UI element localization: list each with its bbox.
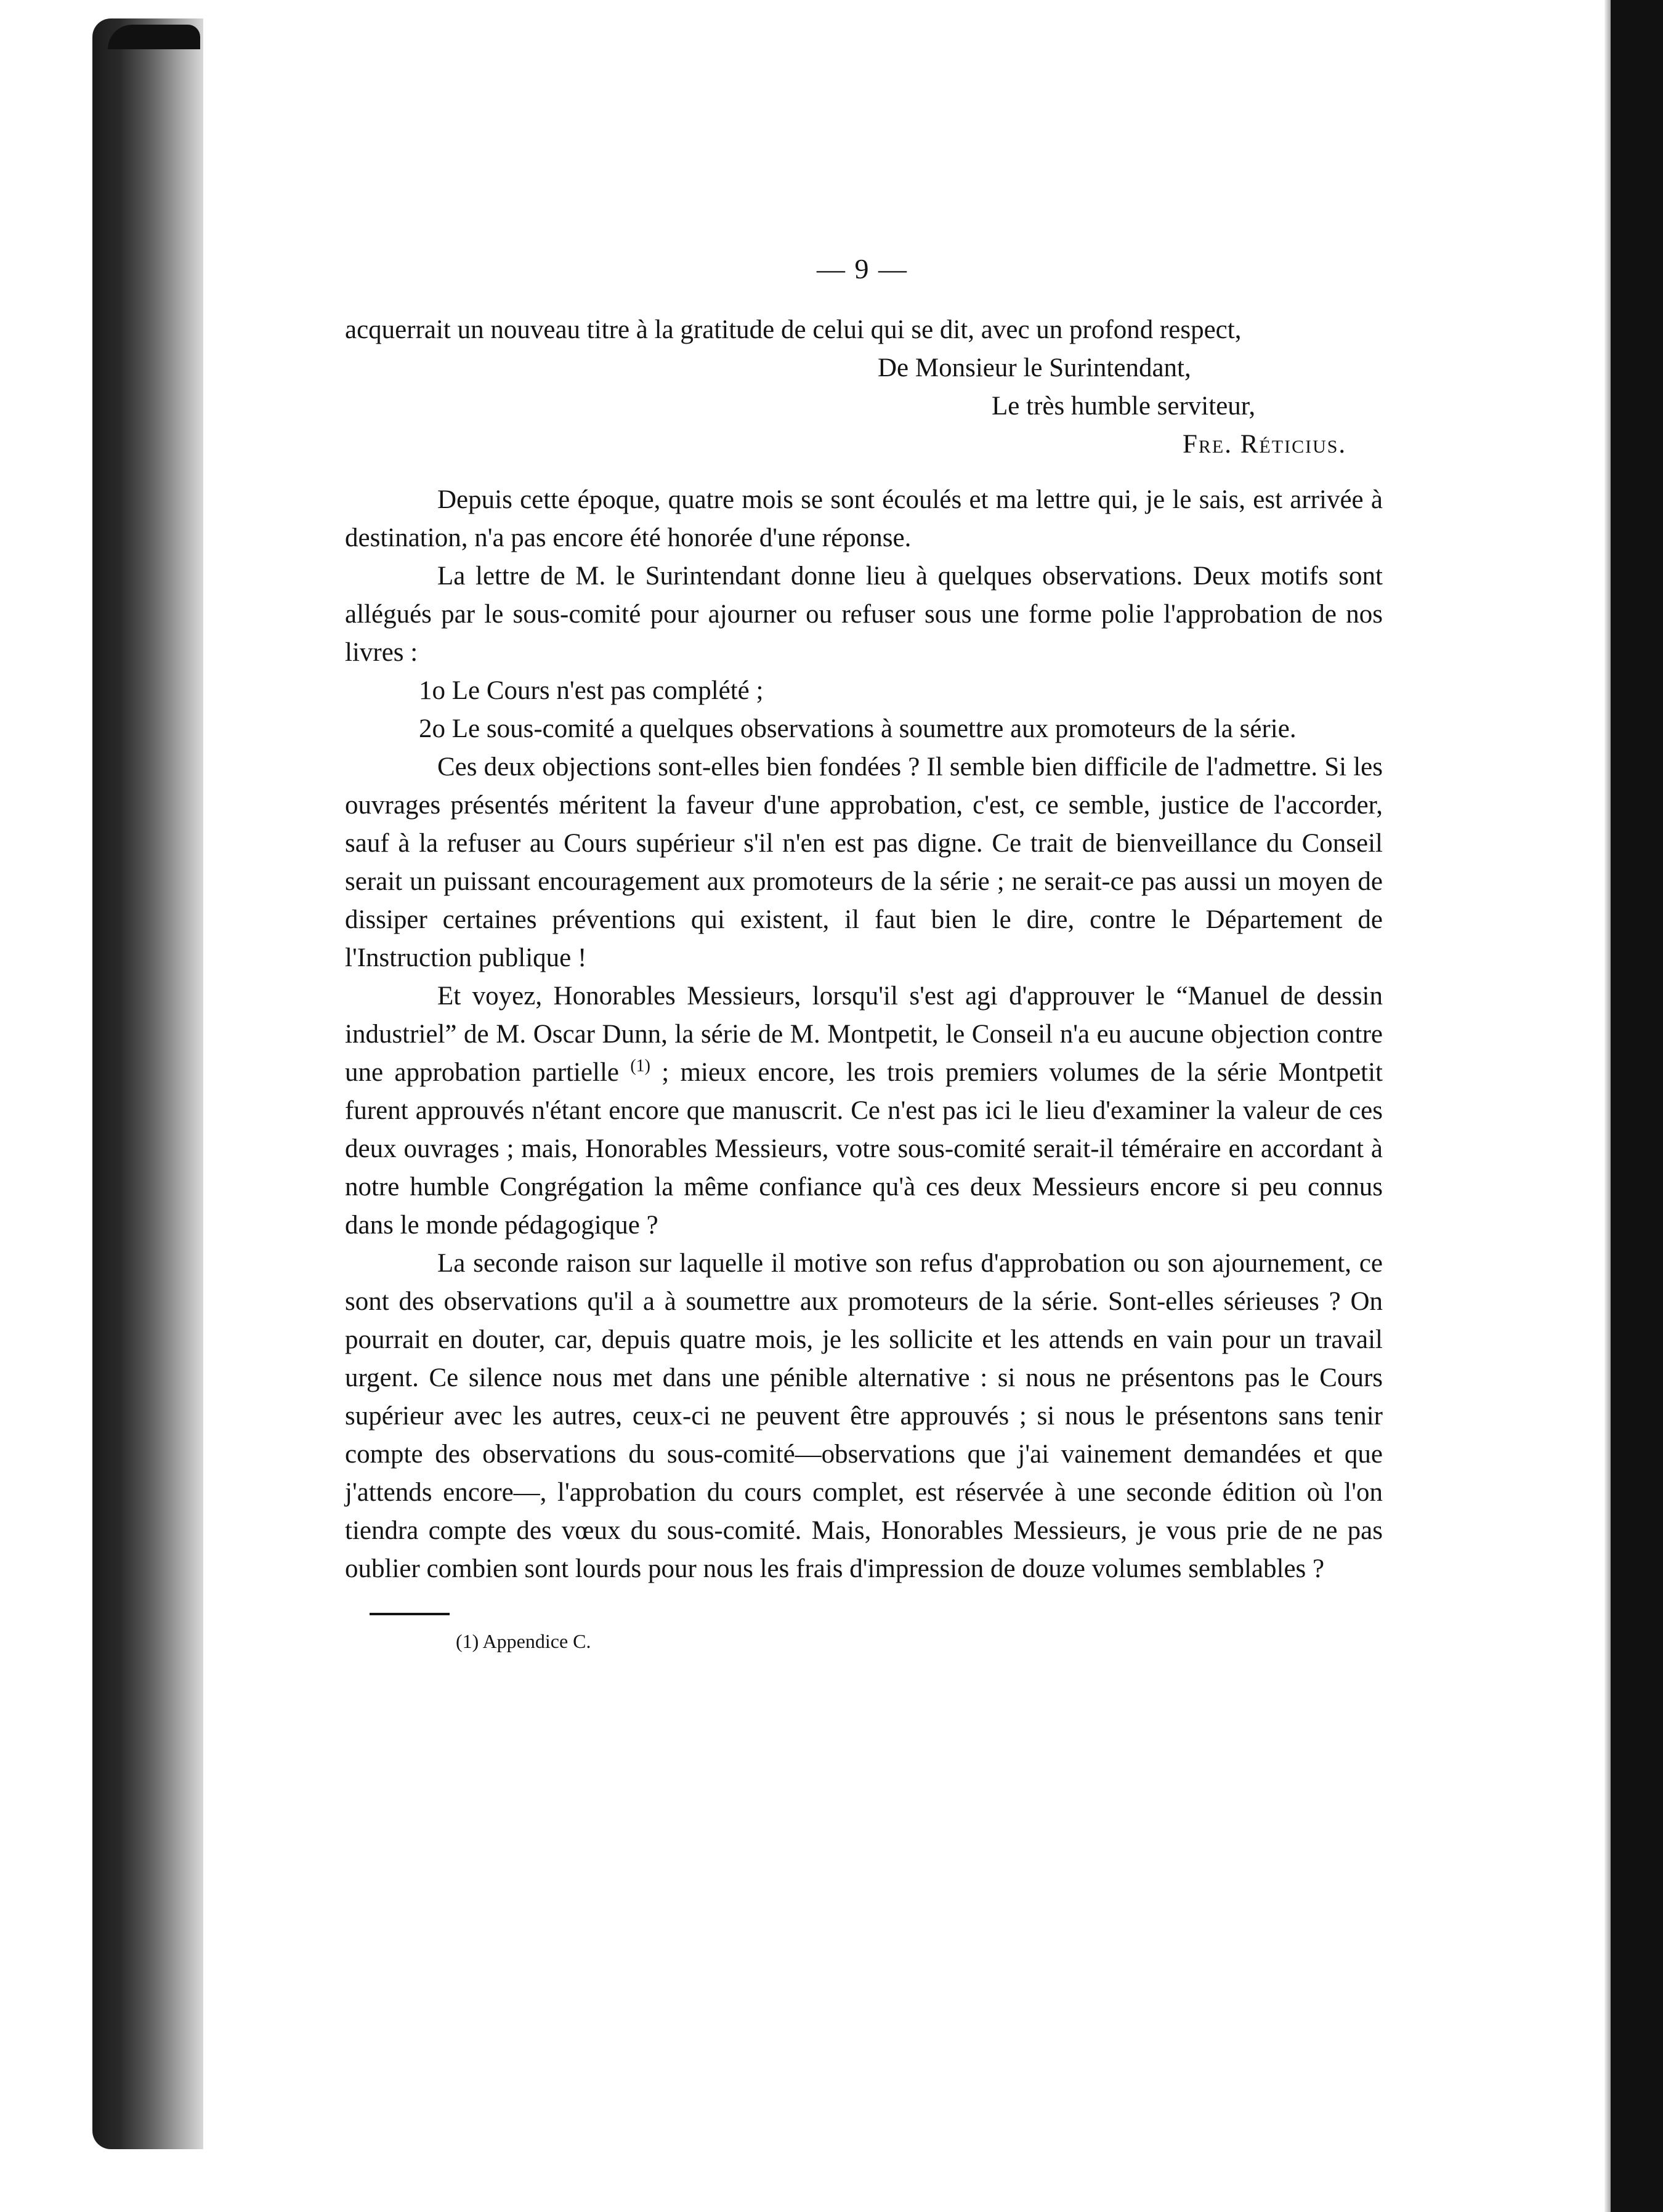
paragraph-continuation: acquerrait un nouveau titre à la gratitude de celui qui se dit, avec un profond respect, — [345, 315, 1242, 344]
signature-salutation: De Monsieur le Surintendant, — [878, 353, 1191, 382]
document-body — [345, 311, 1383, 1655]
page-number: — 9 — — [817, 253, 908, 285]
scan-margin-left — [0, 0, 92, 2212]
book-binding-shadow — [92, 18, 203, 2149]
paragraph: La seconde raison sur laquelle il motive son refus d'approbation ou son ajournement, ce sont des observations qu'il a à soumettre aux promoteurs de la série. Sont-elles sérieuses ? On pourrait en douter, car, depuis quatre mois, je les sollicite et les attends en vain pour un travail urgent. Ce silence nous met dans une pénible alternative : si nous ne présentons pas le Cours supérieur avec les autres, ceux-ci ne peuvent être approuvés ; si nous le présentons sans tenir compte des observations du sous-comité—observations que j'ai vainement demandées et que j'attends encore—, l'approbation du cours complet, est réservée à une seconde édition où l'on tiendra compte des vœux du sous-comité. Mais, Honorables Messieurs, je vous prie de ne pas oublier combien sont lourds pour nous les frais d'impression de douze volumes semblables ? — [345, 1249, 1383, 1583]
paragraph — [345, 977, 1383, 1245]
list-item: 1o Le Cours n'est pas complété ; — [419, 676, 764, 705]
footnote-rule — [370, 1613, 450, 1615]
paragraph: La lettre de M. le Surintendant donne lieu à quelques observations. Deux motifs sont allégués par le sous-comité pour ajourner ou refuser sous une forme polie l'approbation de nos livres : — [345, 562, 1383, 667]
paragraph: Depuis cette époque, quatre mois se sont écoulés et ma lettre qui, je le sais, est arrivée à destination, n'a pas encore été honorée d'une réponse. — [345, 485, 1383, 552]
signature-name: Fre. Réticius. — [1183, 430, 1347, 459]
footnote: (1) Appendice C. — [456, 1630, 591, 1652]
paragraph: Ces deux objections sont-elles bien fondées ? Il semble bien difficile de l'admettre. Si les ouvrages présentés méritent la faveur d'une approbation, c'est, ce semble, justice de l'accorder, sauf à la refuser au Cours supérieur s'il n'en est pas digne. Ce trait de bienveillance du Conseil serait un puissant encouragement aux promoteurs de la série ; ne serait-ce pas aussi un moyen de dissiper certaines préventions qui existent, il faut bien le dire, contre le Département de l'Instruction publique ! — [345, 753, 1383, 972]
list-item: 2o Le sous-comité a quelques observations à soumettre aux promoteurs de la série. — [419, 714, 1297, 743]
footnote-reference: (1) — [630, 1056, 650, 1076]
paragraph-text: Et voyez, Honorables Messieurs, lorsqu'il s'est agi d'approuver le “Manuel de dessin industriel” de M. Oscar Dunn, la série de M. Montpetit, le Conseil n'a eu aucune objection contre une approbation partielle — [345, 982, 1383, 1087]
scan-border-right — [1611, 0, 1663, 2212]
book-binding-top — [108, 25, 200, 49]
paragraph-text: ; mieux encore, les trois premiers volumes de la série Montpetit furent approuvés n'étant encore que manuscrit. Ce n'est pas ici le lieu d'examiner la valeur de ces deux ouvrages ; mais, Honorables Messieurs, votre sous-comité serait-il téméraire en accordant à notre humble Congrégation la même confiance qu'à ces deux Messieurs encore si peu connus dans le monde pédagogique ? — [345, 1058, 1383, 1240]
signature-closing: Le très humble serviteur, — [992, 392, 1256, 421]
